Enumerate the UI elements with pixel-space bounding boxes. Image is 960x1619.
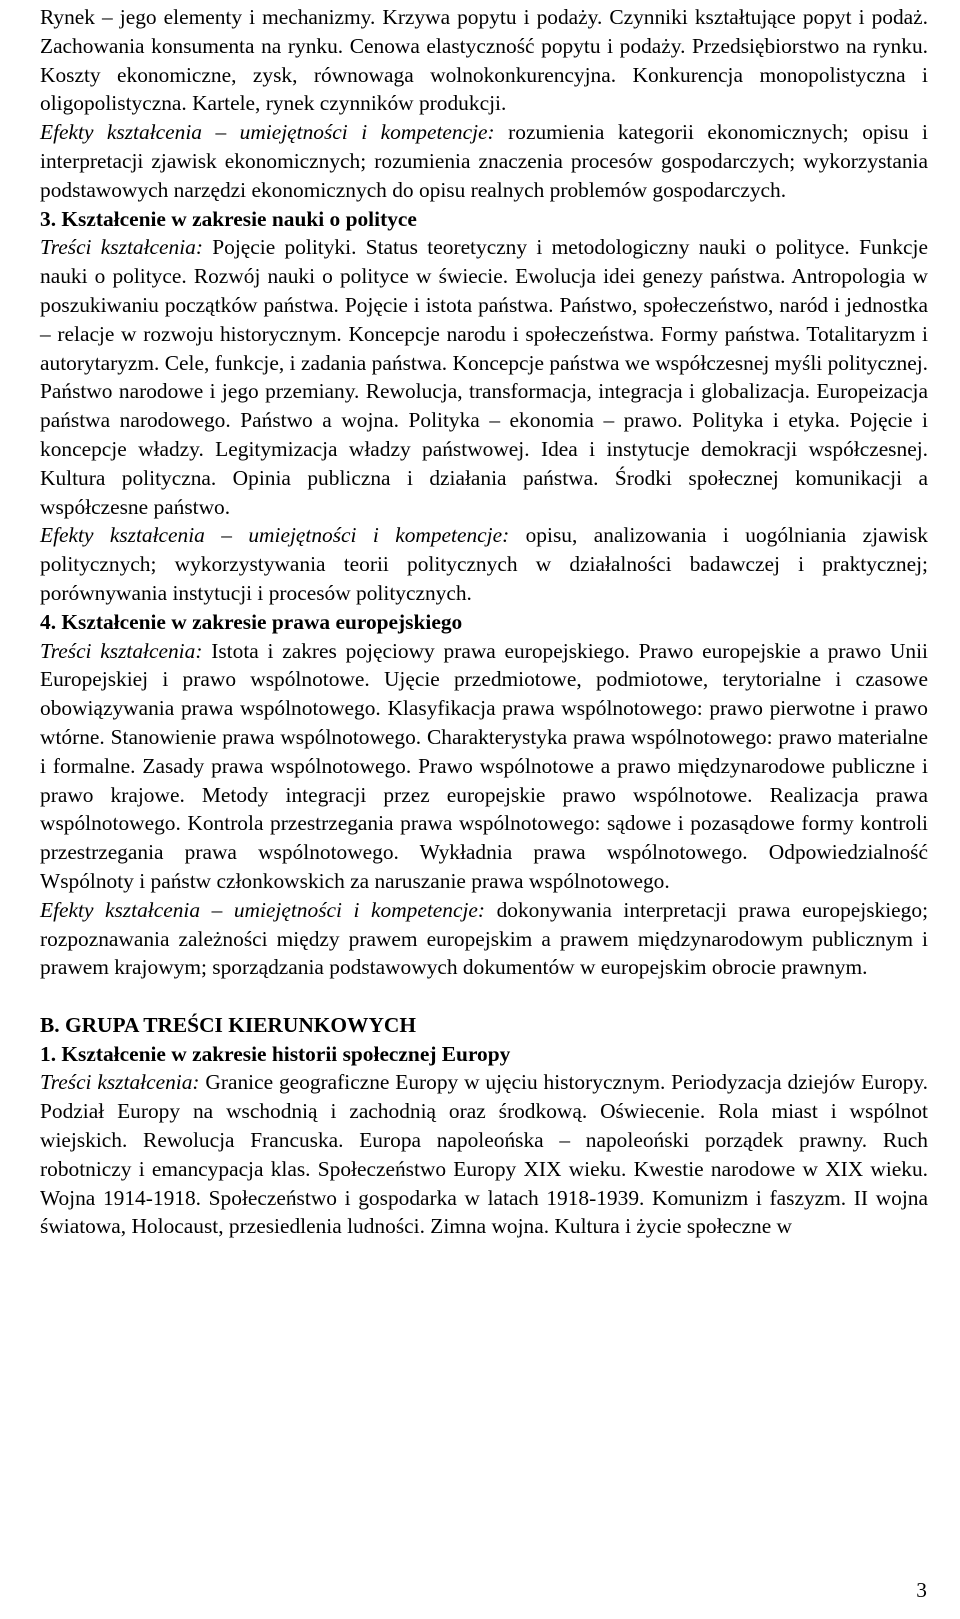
content-text: Pojęcie polityki. Status teoretyczny i metodologiczny nauki o polityce. Funkcje nauki o polityce. Rozwój nauki o polityce w świecie. Ewolucja idei genezy państwa. Antropologia w poszukiwaniu początków państwa. Pojęcie i istota państwa. Państwo, społeczeństwo, naród i jednostka – relacje w rozwoju historycznym. Koncepcje narodu i społeczeństwa. Formy państwa. Totalitaryzm i autorytaryzm. Cele, funkcje, i zadania państwa. Koncepcje państwa we współczesnej myśli politycznej. Państwo narodowe i jego przemiany. Rewolucja, transformacja, integracja i globalizacja. Europeizacja państwa narodowego. Państwo a wojna. Polityka – ekonomia – prawo. Polityka i etyka. Pojęcie i koncepcje władzy. Legitymizacja władzy państwowej. Idea i instytucje demokracji współczesnej. Kultura polityczna. Opinia publiczna i działania państwa. Środki społecznej komunikacji a współczesne państwo. (40, 235, 928, 519)
content-text: Granice geograficzne Europy w ujęciu historycznym. Periodyzacja dziejów Europy. Podział Europy na wschodnią i zachodnią oraz środkową. Oświecenie. Rola miast i wspólnot wiejskich. Rewolucja Francuska. Europa napoleońska – napoleoński porządek prawny. Ruch robotniczy i emancypacja klas. Społeczeństwo Europy XIX wieku. Kwestie narodowe w XIX wieku. Wojna 1914-1918. Społeczeństwo i gospodarka w latach 1918-1939. Komunizm i faszyzm. II wojna światowa, Holocaust, przesiedlenia ludności. Zimna wojna. Kultura i życie społeczne w (40, 1070, 928, 1239)
effects-label: Efekty kształcenia – umiejętności i kompetencje: (40, 120, 495, 145)
content-text: Istota i zakres pojęciowy prawa europejskiego. Prawo europejskie a prawo Unii Europejskiej i prawo wspólnotowe. Ujęcie przedmiotowe, podmiotowe, terytorialne i czasowe obowiązywania prawa wspólnotowego. Klasyfikacja prawa wspólnotowego: prawo pierwotne i prawo wtórne. Stanowienie prawa wspólnotowego. Charakterystyka prawa wspólnotowego: prawo materialne i formalne. Zasady prawa wspólnotowego. Prawo wspólnotowe a prawo międzynarodowe publiczne i prawo krajowe. Metody integracji przez europejskie prawo wspólnotowe. Realizacja prawa wspólnotowego. Kontrola przestrzegania prawa wspólnotowego: sądowe i pozasądowe formy kontroli przestrzegania prawa wspólnotowego. Wykładnia prawa wspólnotowego. Odpowiedzialność Wspólnoty i państw członkowskich za naruszanie prawa wspólnotowego. (40, 638, 928, 893)
document-page (40, 0, 928, 1241)
content-label: Treści kształcenia: (40, 638, 203, 663)
politics-content-paragraph (40, 233, 928, 521)
group-heading: B. GRUPA TREŚCI KIERUNKOWYCH (40, 1012, 416, 1037)
eu-law-effects-paragraph (40, 896, 928, 982)
politics-effects-paragraph (40, 521, 928, 607)
section-heading-politics: 3. Kształcenie w zakresie nauki o polityce (40, 206, 417, 231)
content-label: Treści kształcenia: (40, 1070, 200, 1095)
content-label: Treści kształcenia: (40, 235, 203, 260)
spacer (40, 982, 928, 1011)
effects-text: rozumienia kategorii ekonomicznych; opisu i interpretacji zjawisk ekonomicznych; rozumienia znaczenia procesów gospodarczych; wykorzystania podstawowych narzędzi ekonomicznych do opisu realnych problemów gospodarczych. (40, 120, 928, 202)
eu-law-content-paragraph (40, 637, 928, 896)
intro-paragraph: Rynek – jego elementy i mechanizmy. Krzywa popytu i podaży. Czynniki kształtujące popyt i podaż. Zachowania konsumenta na rynku. Cenowa elastyczność popytu i podaży. Przedsiębiorstwo na rynku. Koszty ekonomiczne, zysk, równowaga wolnokonkurencyjna. Konkurencja monopolistyczna i oligopolistyczna. Kartele, rynek czynników produkcji. (40, 5, 928, 116)
intro-effects-paragraph (40, 118, 928, 204)
section-heading-eu-law: 4. Kształcenie w zakresie prawa europejskiego (40, 609, 463, 634)
effects-text: opisu, analizowania i uogólniania zjawisk politycznych; wykorzystywania teorii politycznych w działalności badawczej i praktycznej; porównywania instytucji i procesów politycznych. (40, 523, 928, 605)
section-heading-history: 1. Kształcenie w zakresie historii społecznej Europy (40, 1041, 511, 1066)
page-number: 3 (916, 1578, 927, 1602)
effects-text: dokonywania interpretacji prawa europejskiego; rozpoznawania zależności między prawem europejskim a prawem międzynarodowym publicznym i prawem krajowym; sporządzania podstawowych dokumentów w europejskim obrocie prawnym. (40, 897, 929, 980)
effects-label: Efekty kształcenia – umiejętności i kompetencje: (40, 897, 486, 922)
history-content-paragraph (40, 1068, 928, 1241)
effects-label: Efekty kształcenia – umiejętności i kompetencje: (40, 523, 510, 548)
